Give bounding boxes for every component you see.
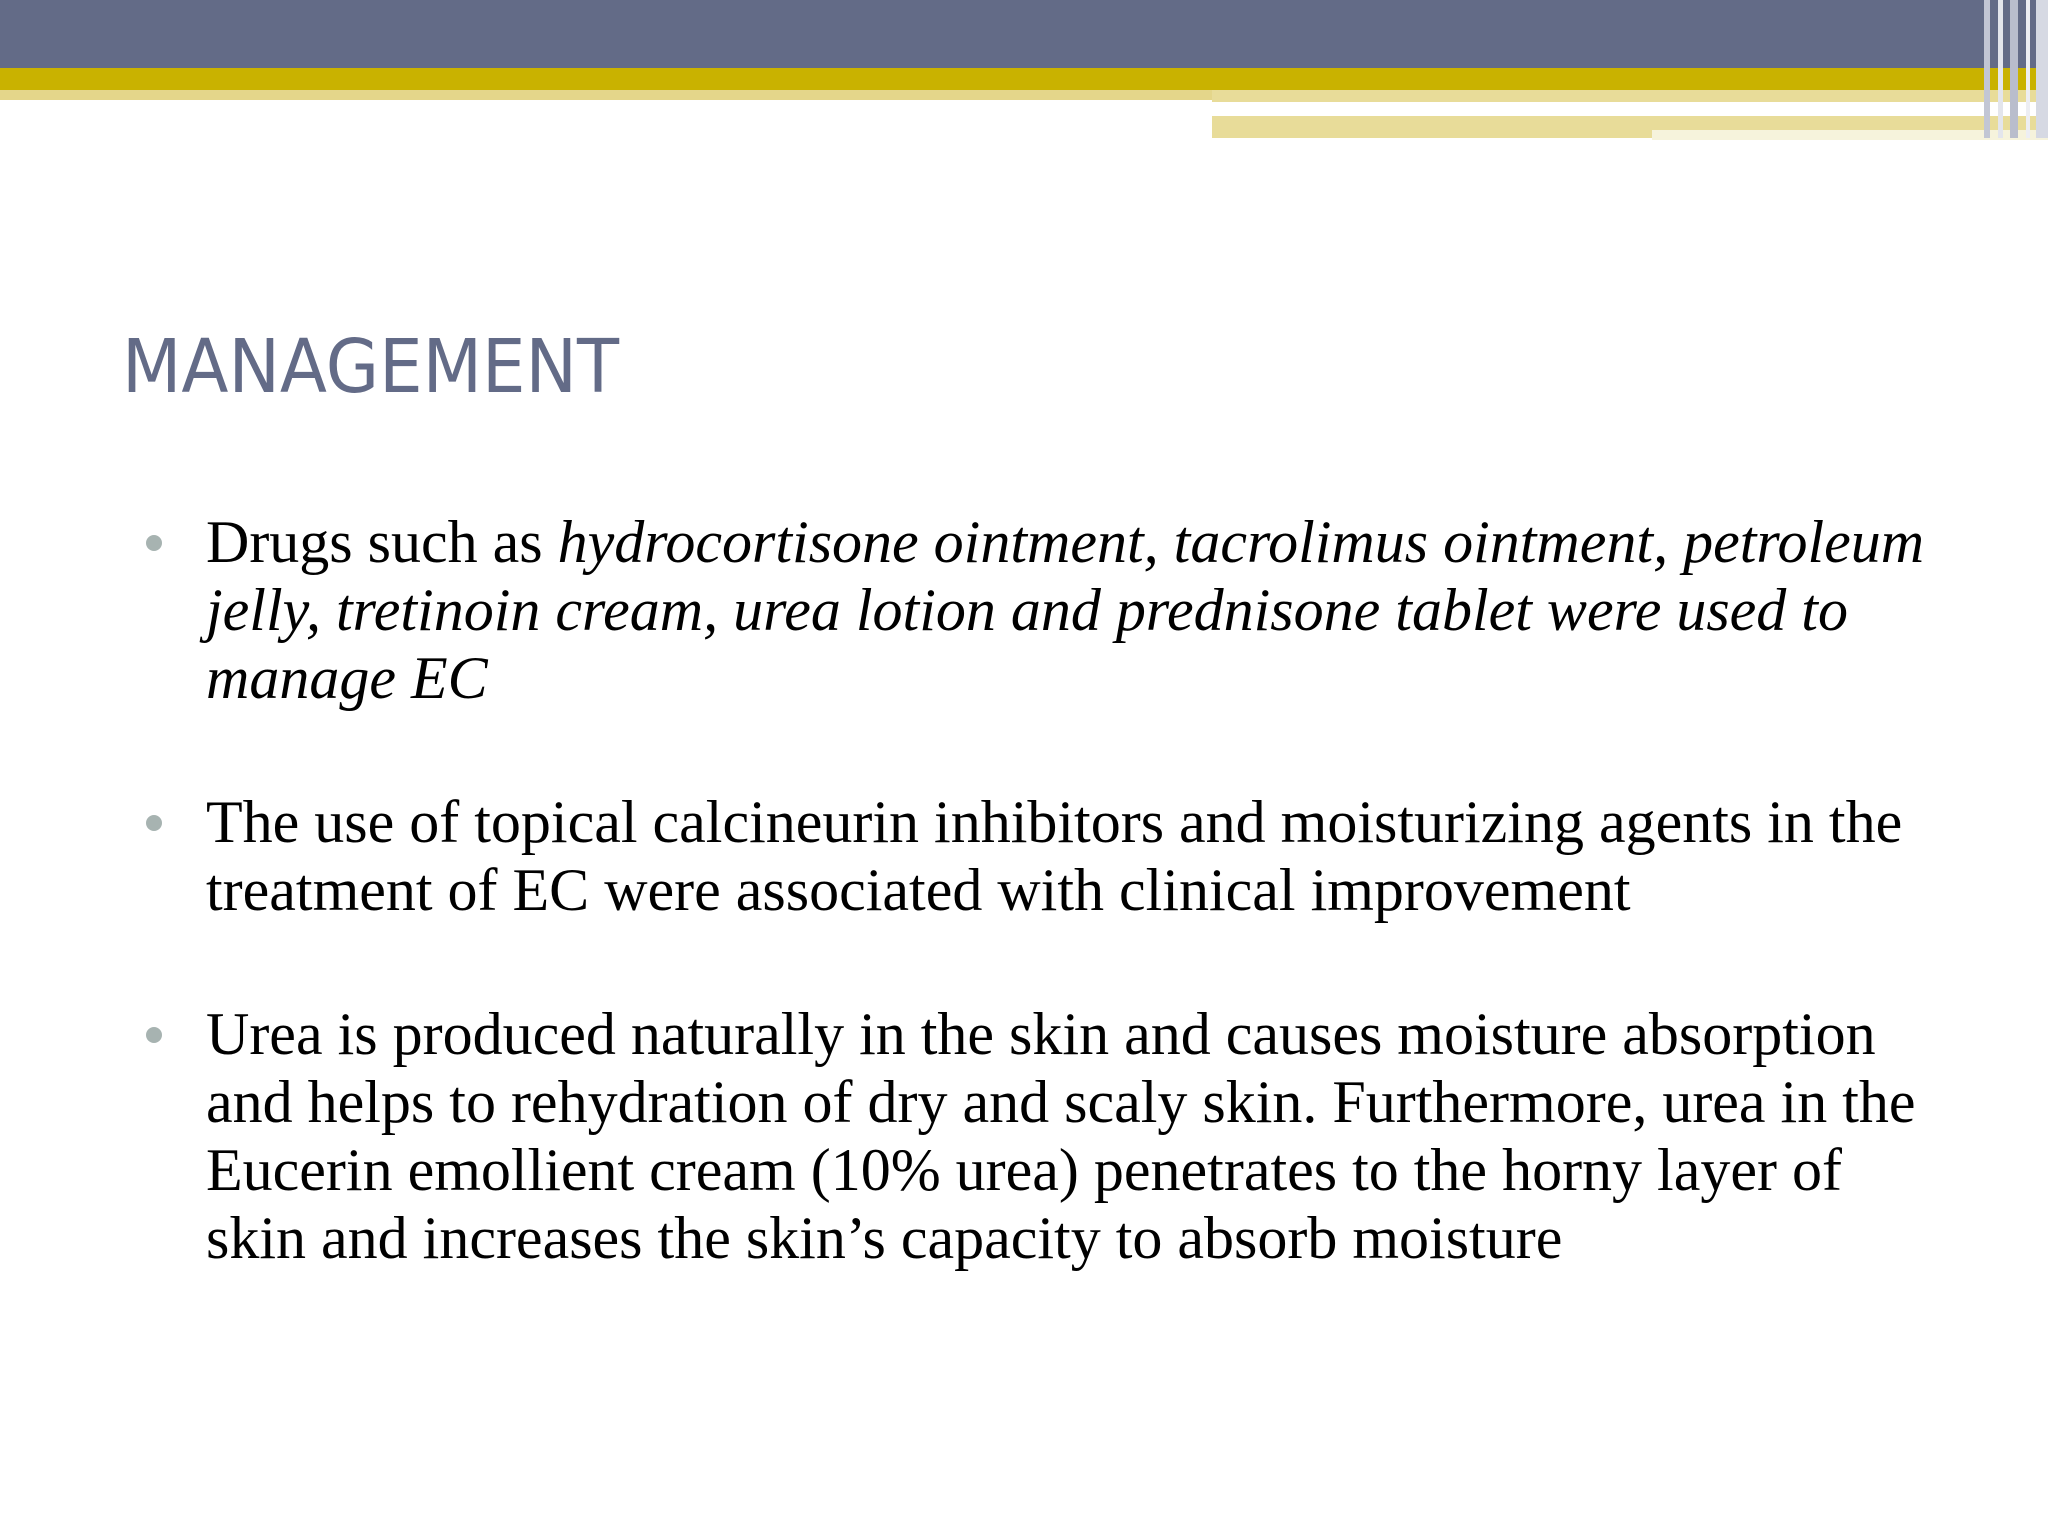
bullet-text: The use of topical calcineurin inhibitors and moisturizing agents in the treatment of EC were associated with clinical improvement (206, 789, 1903, 923)
header-gold-stripe (0, 68, 2048, 90)
slide-title: MANAGEMENT (122, 324, 619, 410)
bullet-item (146, 508, 1946, 712)
bullet-text-italic: hydrocortisone ointment, tacrolimus ointment, petroleum jelly, tretinoin cream, urea lotion and prednisone tablet were used to manage EC (206, 509, 1925, 711)
header-gold-accent-left (0, 90, 1212, 100)
bullet-text: Urea is produced naturally in the skin and causes moisture absorption and helps to rehydration of dry and scaly skin. Furthermore, urea in the Eucerin emollient cream (10% urea) penetrates to the horny layer of skin and increases the skin’s capacity to absorb moisture (206, 1001, 1916, 1271)
header-vertical-stripe (1998, 0, 2003, 138)
bullet-list (146, 508, 1946, 1348)
bullet-dot-icon (146, 815, 162, 831)
header-vertical-stripe (2026, 0, 2030, 138)
header-band (0, 0, 2048, 68)
bullet-item (146, 1000, 1946, 1272)
header-vertical-stripe (2010, 0, 2018, 138)
header-vertical-stripe (1984, 0, 1990, 138)
header-vertical-stripe (2036, 0, 2048, 138)
bullet-text-lead: Drugs such as (206, 509, 558, 575)
bullet-dot-icon (146, 1027, 162, 1043)
bullet-dot-icon (146, 535, 162, 551)
header-gold-accent-right (1212, 90, 2048, 102)
bullet-item (146, 788, 1946, 924)
